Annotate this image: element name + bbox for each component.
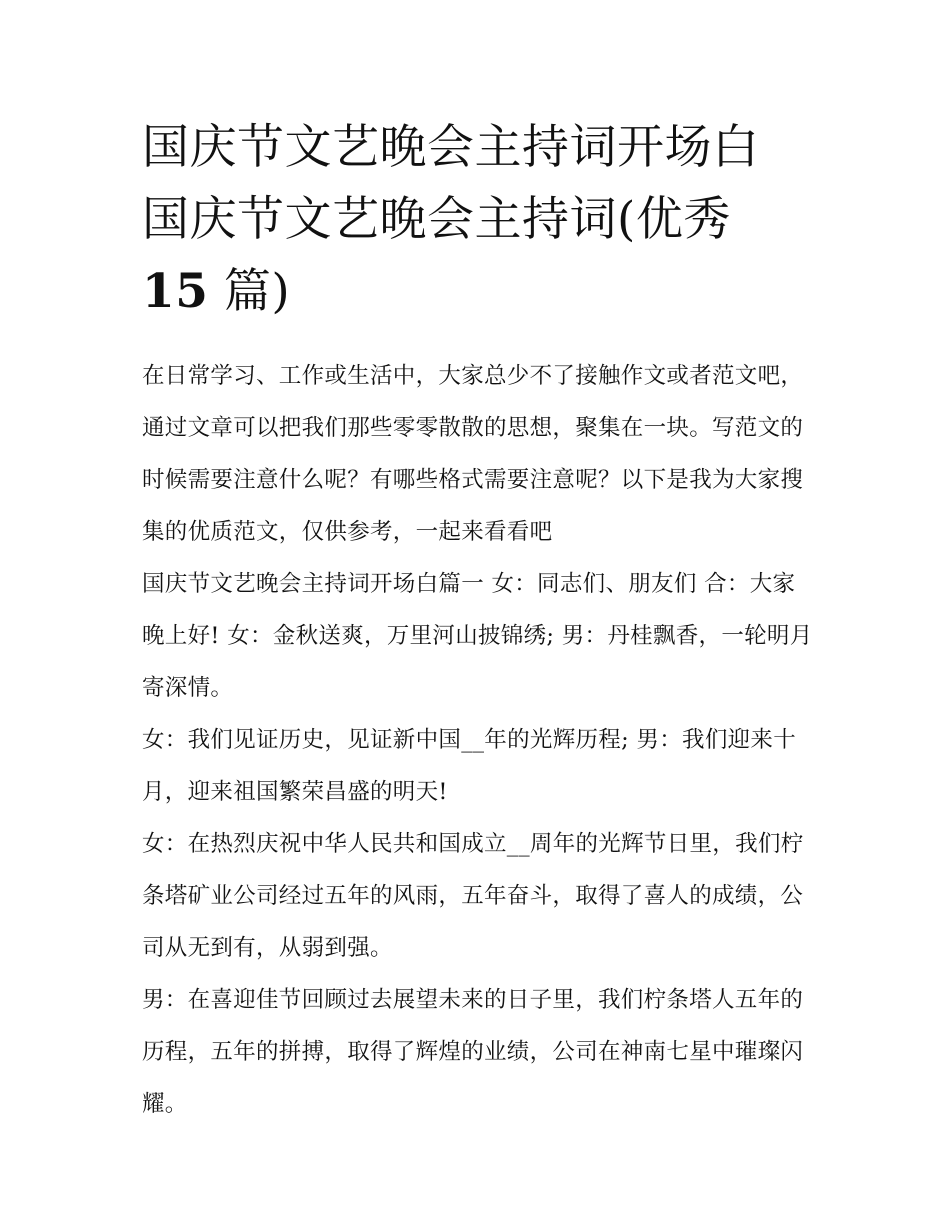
paragraph-opening: 国庆节文艺晚会主持词开场白篇一 女：同志们、朋友们 合：大家晚上好! 女：金秋送爽，万里河山披锦绣; 男：丹桂飘香，一轮明月寄深情。 [142,571,813,701]
document-title [142,112,814,328]
document-content [142,112,814,1130]
title-line-3: 篇) [223,264,291,319]
title-line-1: 国庆节文艺晚会主持词开场白 [142,120,760,175]
title-number: 15 [142,264,209,319]
paragraph-celebration: 女：在热烈庆祝中华人民共和国成立__周年的光辉节日里，我们柠条塔矿业公司经过五年的风雨，五年奋斗，取得了喜人的成绩，公司从无到有，从弱到强。 [142,831,804,961]
title-line-2: 国庆节文艺晚会主持词(优秀 [142,192,731,247]
paragraph-intro: 在日常学习、工作或生活中，大家总少不了接触作文或者范文吧，通过文章可以把我们那些零零散散的思想，聚集在一块。写范文的时候需要注意什么呢？有哪些格式需要注意呢？以下是我为大家搜集的优质范文，仅供参考，一起来看看吧 [142,363,804,545]
paragraph-history: 女：我们见证历史，见证新中国__年的光辉历程; 男：我们迎来十月，迎来祖国繁荣昌盛的明天! [142,727,797,805]
paragraph-achievements: 男：在喜迎佳节回顾过去展望未来的日子里，我们柠条塔人五年的历程，五年的拼搏，取得了辉煌的业绩，公司在神南七星中璀璨闪耀。 [142,987,804,1117]
